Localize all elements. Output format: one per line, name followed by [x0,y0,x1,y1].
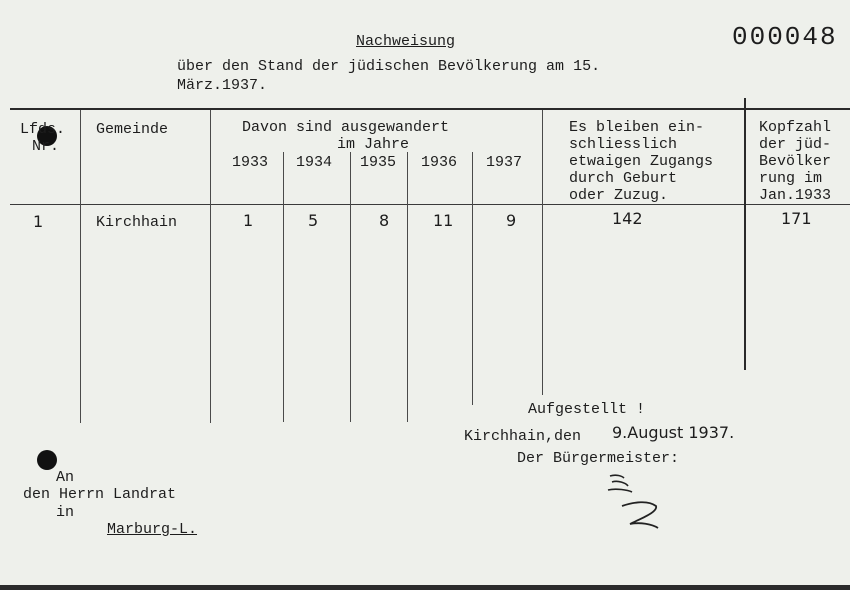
col-divider-8 [744,98,746,370]
document-subtitle-line1: über den Stand der jüdischen Bevölkerung am 15. [177,58,601,75]
address-in: in [56,504,75,521]
col-divider-2 [210,110,211,423]
col-divider-1 [80,110,81,423]
buergermeister-text: Der Bürgermeister: [517,450,680,467]
place-date-prefix: Kirchhain,den [464,428,591,445]
col-divider-7 [542,110,543,395]
header-bleiben-4: durch Geburt [569,170,678,187]
header-kopfzahl-5: Jan.1933 [759,187,832,204]
row-value-1936: 11 [433,211,454,230]
row-kopfzahl: 171 [781,209,812,228]
header-bleiben-2: schliesslich [569,136,678,153]
header-kopfzahl-1: Kopfzahl [759,119,832,136]
row-nr: 1 [33,212,44,231]
address-marburg: Marburg-L. [107,521,198,538]
header-gemeinde: Gemeinde [96,121,169,138]
row-value-1934: 5 [308,211,319,230]
aufgestellt-text: Aufgestellt ! [528,401,646,418]
punch-hole-bottom [37,450,57,470]
header-kopfzahl-2: der jüd- [759,136,832,153]
header-year-1936: 1936 [421,154,458,171]
document-title: Nachweisung [356,33,456,50]
row-bleiben: 142 [612,209,643,228]
signature-mark [600,470,670,535]
row-gemeinde: Kirchhain [96,214,178,231]
row-value-1935: 8 [379,211,390,230]
header-kopfzahl-4: rung im [759,170,823,187]
header-year-1937: 1937 [486,154,523,171]
table-top-rule [10,108,850,110]
serial-number: 000048 [732,22,838,52]
header-bleiben-1: Es bleiben ein- [569,119,705,136]
header-year-1933: 1933 [232,154,269,171]
col-divider-3 [283,152,284,422]
scan-edge [0,585,850,590]
row-value-1933: 1 [243,211,254,230]
header-lfd: Lfds. [20,121,66,138]
header-nr: Nr. [32,138,60,155]
header-bleiben-5: oder Zuzug. [569,187,669,204]
header-bleiben-3: etwaigen Zugangs [569,153,714,170]
place-date-handwritten: 9.August 1937. [612,423,735,442]
col-divider-4 [350,152,351,422]
header-year-1934: 1934 [296,154,333,171]
header-im-jahre: im Jahre [337,136,410,153]
table-header-rule [10,204,850,205]
header-kopfzahl-3: Bevölker [759,153,832,170]
header-year-1935: 1935 [360,154,397,171]
col-divider-6 [472,152,473,405]
col-divider-5 [407,152,408,422]
address-an: An [56,469,75,486]
document-subtitle-line2: März.1937. [177,77,268,94]
address-landrat: den Herrn Landrat [23,486,177,503]
row-value-1937: 9 [506,211,517,230]
header-ausgewandert: Davon sind ausgewandert [242,119,450,136]
